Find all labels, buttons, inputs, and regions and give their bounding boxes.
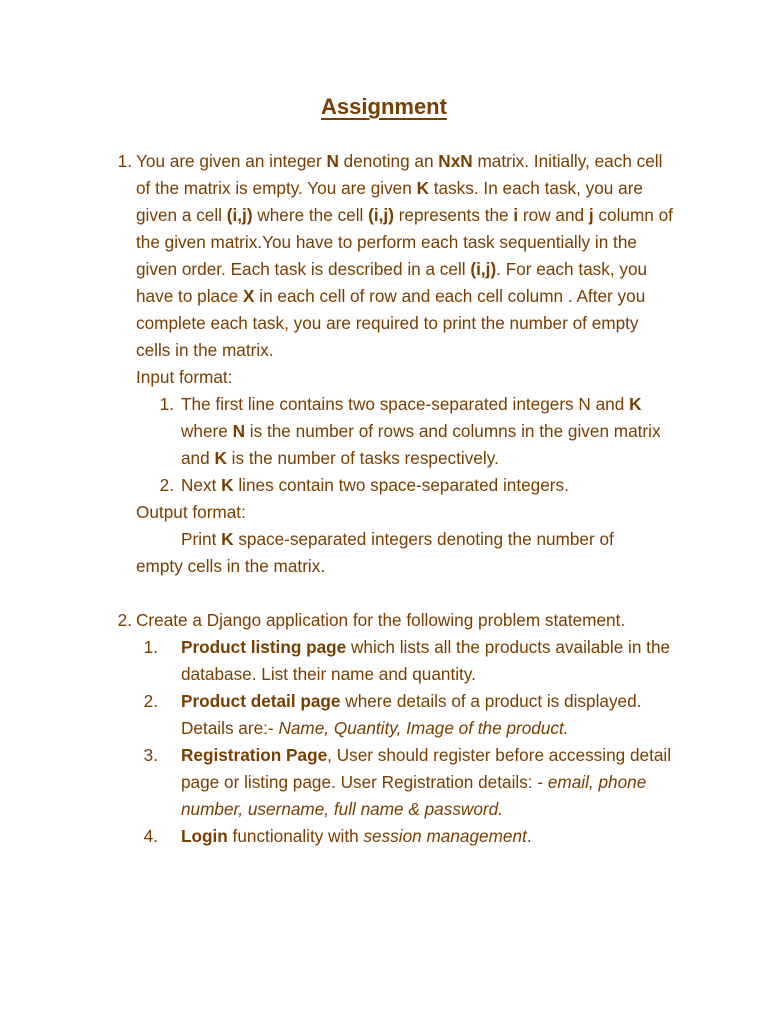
spacer — [0, 580, 768, 607]
question-1-number: 1. — [117, 151, 132, 171]
question-1-text: You are given an integer N denoting an NxN matrix. Initially, each cell of the matrix is empty. You are given K tasks. In each task, you are given a cell (i,j) where the cell (i,j) represents the i row and j column of the given matrix.You have to perform each task sequentially in the given order. Each task is described in a cell (i,j). For each task, you have to place X in each cell of row and each cell column . After you complete each task, you are required to print the number of empty cells in the matrix. — [136, 151, 673, 360]
input-item-2 — [0, 472, 768, 499]
django-item-1-text: Product listing page which lists all the products available in the database. List their name and quantity. — [181, 637, 671, 684]
input-item-1-number: 1. — [159, 394, 174, 414]
django-item-3 — [0, 742, 768, 823]
output-format-text: Print K space-separated integers denoting the number of — [181, 529, 614, 549]
django-item-4-number: 4. — [143, 826, 158, 846]
django-item-2-number: 2. — [143, 691, 158, 711]
question-2-intro: Create a Django application for the following problem statement. — [136, 610, 626, 630]
django-item-4 — [0, 823, 768, 850]
django-item-3-number: 3. — [143, 745, 158, 765]
question-1 — [0, 148, 768, 364]
output-format-label: Output format: — [136, 502, 246, 522]
input-item-2-number: 2. — [159, 475, 174, 495]
question-2 — [0, 607, 768, 634]
django-item-2 — [0, 688, 768, 742]
input-item-2-text: Next K lines contain two space-separated integers. — [181, 475, 569, 495]
input-item-1 — [0, 391, 768, 472]
input-item-1-text: The first line contains two space-separated integers N and K where N is the number of rows and columns in the given matrix and K is the number of tasks respectively. — [181, 394, 661, 468]
django-item-3-text: Registration Page, User should register before accessing detail page or listing page. User Registration details: - email, phone number, username, full name & password. — [181, 745, 672, 819]
page-title: Assignment — [321, 94, 447, 119]
django-item-1 — [0, 634, 768, 688]
document-body — [0, 148, 768, 850]
input-format-label: Input format: — [136, 367, 233, 387]
django-item-4-text: Login functionality with session management. — [181, 826, 532, 846]
django-item-2-text: Product detail page where details of a product is displayed. Details are:- Name, Quantity, Image of the product. — [181, 691, 642, 738]
question-2-number: 2. — [117, 610, 132, 630]
django-item-1-number: 1. — [143, 637, 158, 657]
output-format-text-cont: empty cells in the matrix. — [136, 556, 326, 576]
